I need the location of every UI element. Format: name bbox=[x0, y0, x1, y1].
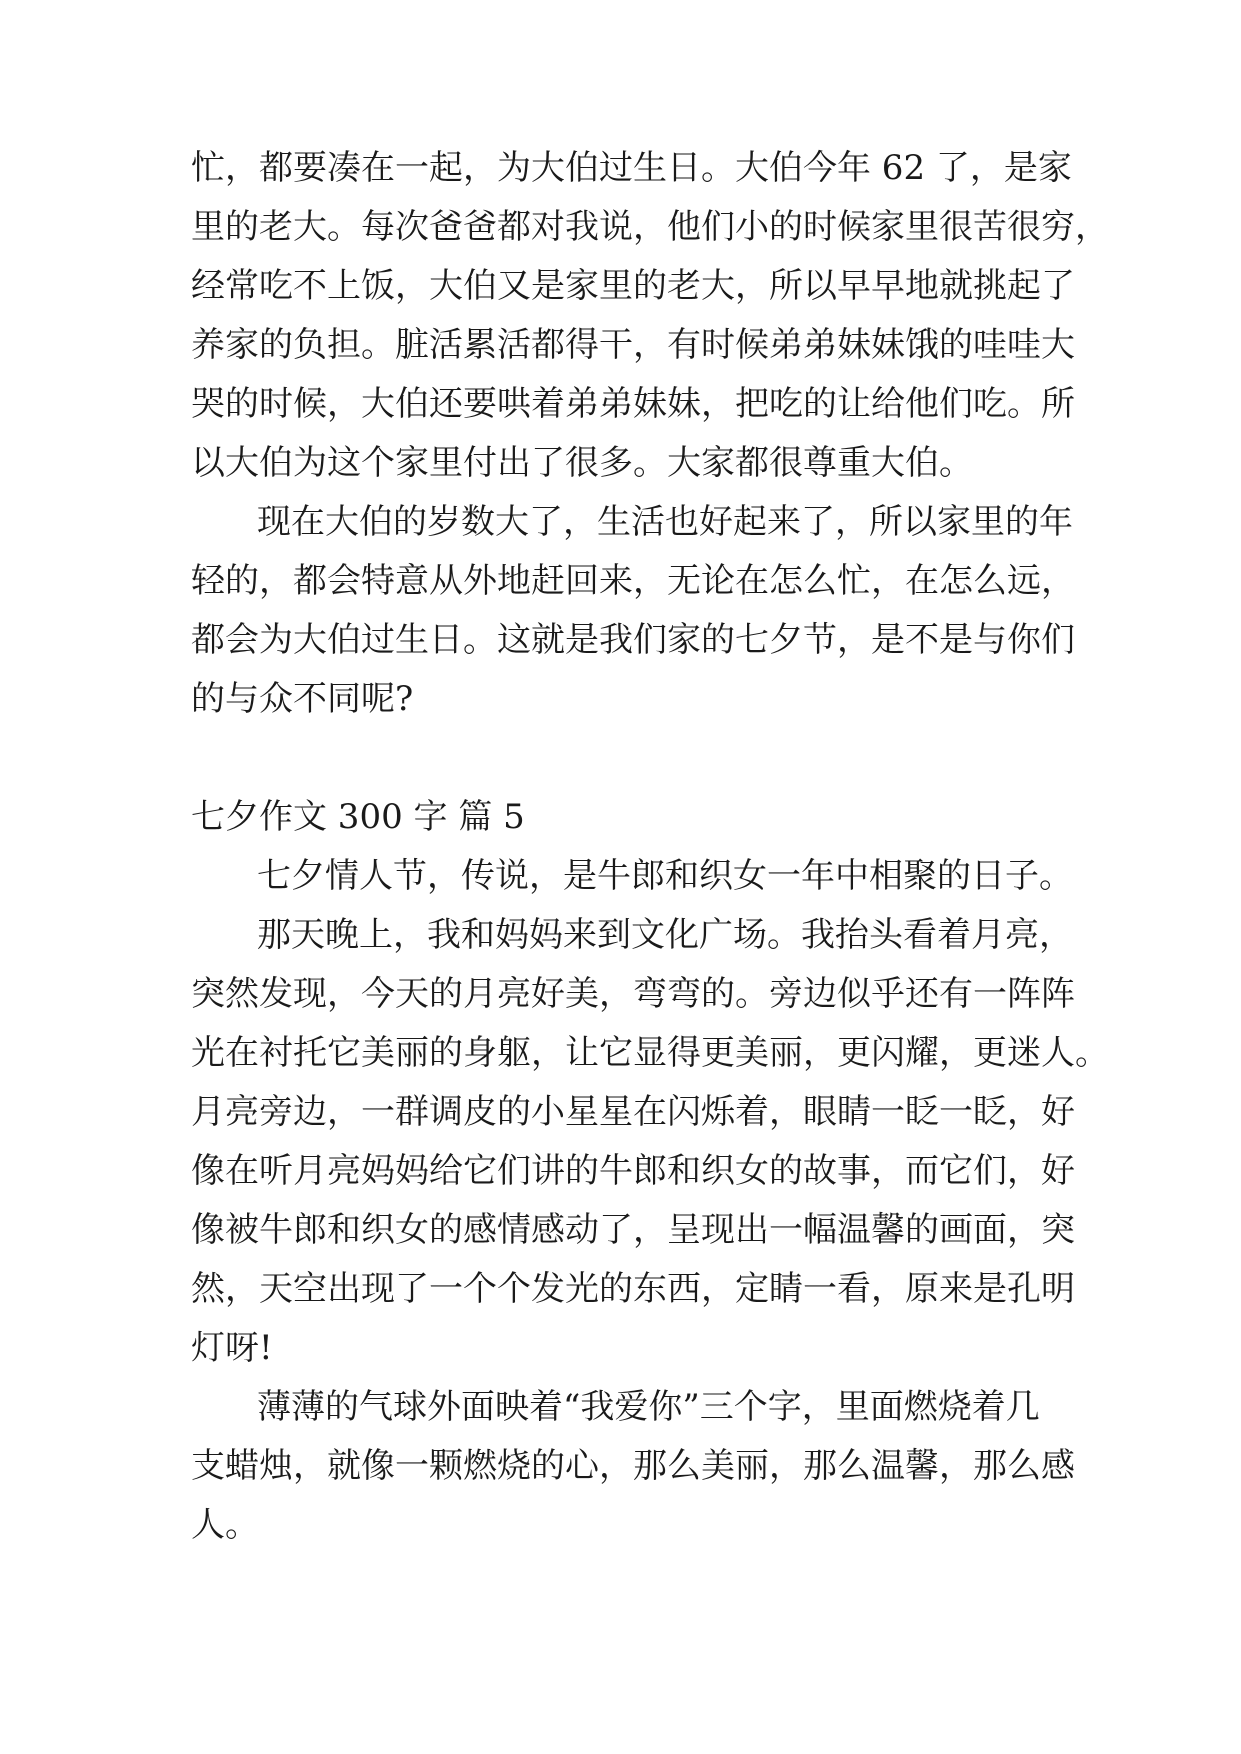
paragraph-line: 月亮旁边，一群调皮的小星星在闪烁着，眼睛一眨一眨，好 bbox=[191, 1092, 1075, 1132]
paragraph-line: 那天晚上，我和妈妈来到文化广场。我抬头看着月亮， bbox=[257, 915, 1073, 955]
paragraph-line: 轻的，都会特意从外地赶回来，无论在怎么忙，在怎么远， bbox=[191, 561, 1075, 601]
paragraph-line: 七夕情人节，传说，是牛郎和织女一年中相聚的日子。 bbox=[257, 856, 1073, 896]
paragraph-line: 突然发现，今天的月亮好美，弯弯的。旁边似乎还有一阵阵 bbox=[191, 974, 1075, 1014]
paragraph-line: 薄薄的气球外面映着“我爱你”三个字，里面燃烧着几 bbox=[257, 1387, 1040, 1427]
paragraph-line: 里的老大。每次爸爸都对我说，他们小的时候家里很苦很穷， bbox=[191, 207, 1109, 247]
paragraph-line: 像被牛郎和织女的感情感动了，呈现出一幅温馨的画面，突 bbox=[191, 1210, 1075, 1250]
paragraph-line: 的与众不同呢? bbox=[191, 679, 414, 719]
paragraph-line: 光在衬托它美丽的身躯，让它显得更美丽，更闪耀，更迷人。 bbox=[191, 1033, 1109, 1073]
paragraph-line: 都会为大伯过生日。这就是我们家的七夕节，是不是与你们 bbox=[191, 620, 1075, 660]
paragraph-line: 以大伯为这个家里付出了很多。大家都很尊重大伯。 bbox=[191, 443, 973, 483]
paragraph-line: 人。 bbox=[191, 1505, 259, 1545]
paragraph-line: 养家的负担。脏活累活都得干，有时候弟弟妹妹饿的哇哇大 bbox=[191, 325, 1075, 365]
paragraph-line: 哭的时候，大伯还要哄着弟弟妹妹，把吃的让给他们吃。所 bbox=[191, 384, 1075, 424]
paragraph-line: 忙，都要凑在一起，为大伯过生日。大伯今年 62 了，是家 bbox=[191, 148, 1072, 188]
paragraph-line: 现在大伯的岁数大了，生活也好起来了，所以家里的年 bbox=[257, 502, 1073, 542]
paragraph-line: 然，天空出现了一个个发光的东西，定睛一看，原来是孔明 bbox=[191, 1269, 1075, 1309]
paragraph-line: 灯呀! bbox=[191, 1328, 273, 1368]
paragraph-line: 像在听月亮妈妈给它们讲的牛郎和织女的故事，而它们，好 bbox=[191, 1151, 1075, 1191]
paragraph-line: 经常吃不上饭，大伯又是家里的老大，所以早早地就挑起了 bbox=[191, 266, 1075, 306]
paragraph-line: 支蜡烛，就像一颗燃烧的心，那么美丽，那么温馨，那么感 bbox=[191, 1446, 1075, 1486]
section-heading: 七夕作文 300 字 篇 5 bbox=[191, 797, 525, 837]
